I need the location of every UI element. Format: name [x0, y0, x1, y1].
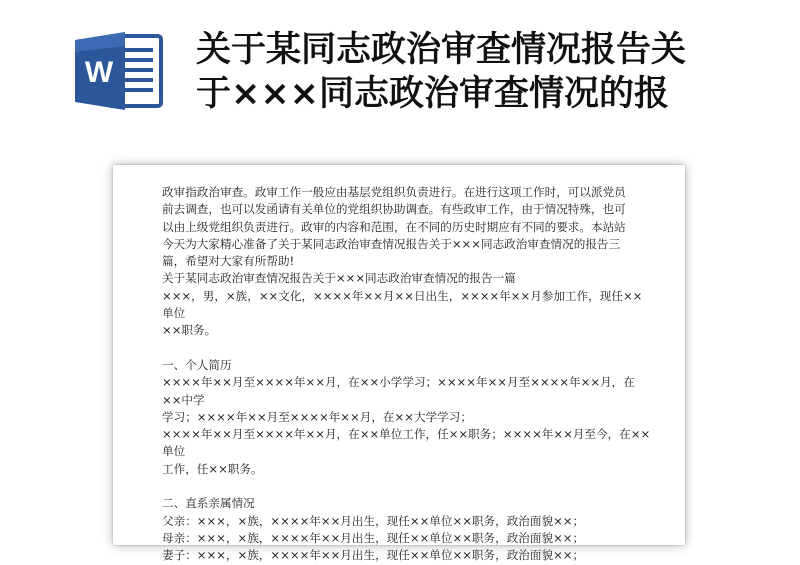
- intro-line-2: 前去调查，也可以发函请有关单位的党组织协助调查。有些政审工作，由于情况特殊，也可: [162, 202, 626, 217]
- intro-line-7: ×××，男，×族，××文化，××××年××月××日出生，××××年××月参加工作，现任××单位: [162, 288, 643, 321]
- resume-line-2: 学习；××××年××月至××××年××月，在××大学学习；: [162, 409, 472, 424]
- relative-line-father: 父亲：×××，×族，××××年××月出生，现任××单位××职务，政治面貌××；: [162, 513, 585, 528]
- relative-line-wife: 妻子：×××，×族，××××年××月出生，现任××单位××职务，政治面貌××；: [162, 548, 585, 563]
- page-title: [196, 28, 796, 116]
- intro-line-5: 篇，希望对大家有所帮助!: [162, 254, 295, 269]
- intro-line-6: 关于某同志政治审查情况报告关于×××同志政治审查情况的报告一篇: [162, 271, 516, 286]
- word-document-icon: [75, 30, 165, 112]
- resume-line-3: ××××年××月至××××年××月，在××单位工作，任××职务；××××年××月至今，在××单位: [162, 427, 651, 459]
- resume-line-1: ××××年××月至××××年××月，在××小学学习；××××年××月至××××年××月，在××中学: [162, 375, 635, 407]
- resume-line-4: 工作，任××职务。: [162, 461, 263, 476]
- intro-line-3: 以由上级党组织负责进行。政审的内容和范围，在不同的历史时期应有不同的要求。本站站: [162, 219, 626, 234]
- intro-line-8: ××职务。: [162, 323, 217, 338]
- section-heading-relatives: 二、直系亲属情况: [162, 496, 255, 511]
- blank-line: [162, 478, 652, 495]
- relative-line-mother: 母亲：×××，×族，××××年××月出生，现任××单位××职务，政治面貌××；: [162, 530, 585, 545]
- blank-line: [162, 340, 652, 357]
- title-line-1: 关于某同志政治审查情况报告关: [196, 30, 687, 70]
- word-logo-letter: W: [84, 56, 114, 89]
- document-body: [162, 184, 652, 565]
- document-page: [113, 165, 685, 563]
- title-line-2: 于×××同志政治审查情况的报: [196, 74, 669, 114]
- intro-line-1: 政审指政治审查。政审工作一般应由基层党组织负责进行。在进行这项工作时，可以派党员: [162, 185, 626, 199]
- header: [0, 0, 800, 150]
- intro-line-4: 今天为大家精心准备了关于某同志政治审查情况报告关于×××同志政治审查情况的报告三: [162, 236, 621, 251]
- section-heading-resume: 一、个人简历: [162, 357, 232, 372]
